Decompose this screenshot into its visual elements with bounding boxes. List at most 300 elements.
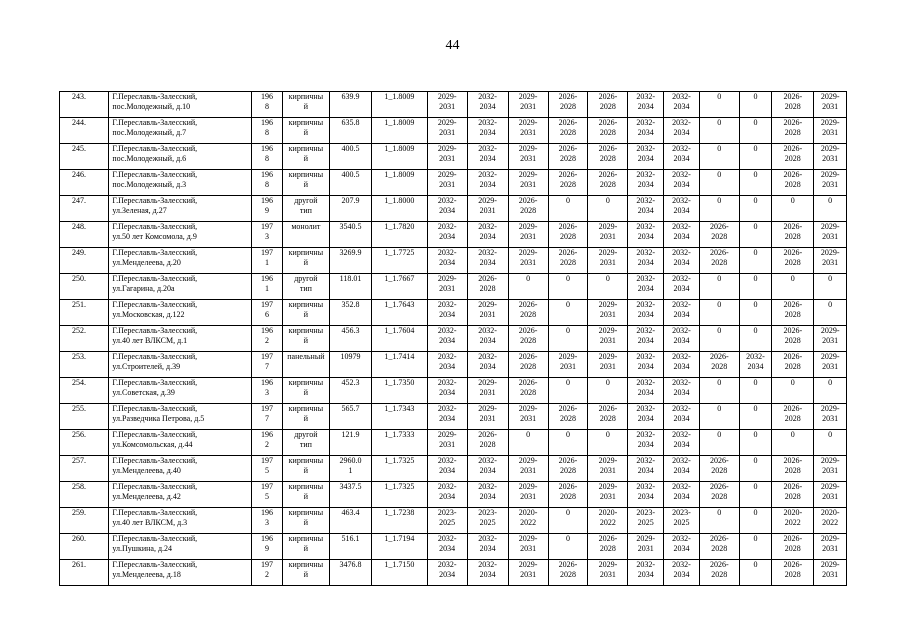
area-cell: 635.8 [330, 118, 372, 144]
row-number-cell: 258. [60, 482, 109, 508]
year-cell: 196 9 [252, 534, 282, 560]
table-row [60, 170, 847, 196]
period-cell: 2026- 2028 [772, 170, 814, 196]
area-cell: 452.3 [330, 378, 372, 404]
address-cell: Г.Переславль-Залесский, ул.Гагарина, д.20а [109, 274, 252, 300]
period-cell: 2032- 2034 [664, 300, 700, 326]
period-cell: 2029- 2031 [508, 144, 548, 170]
table-row [60, 118, 847, 144]
material-cell: кирпичны й [282, 378, 329, 404]
address-cell: Г.Переславль-Залесский, ул.Менделеева, д.40 [109, 456, 252, 482]
period-cell: 2026- 2028 [548, 482, 588, 508]
period-cell: 2026- 2028 [699, 482, 739, 508]
table-row [60, 352, 847, 378]
period-cell: 2032- 2034 [664, 196, 700, 222]
coefficient-cell: 1_1.8009 [372, 170, 428, 196]
period-cell: 2023- 2025 [664, 508, 700, 534]
period-cell: 2032- 2034 [628, 92, 664, 118]
period-cell: 2026- 2028 [699, 248, 739, 274]
period-cell: 2029- 2031 [588, 300, 628, 326]
table-row [60, 248, 847, 274]
table-row [60, 404, 847, 430]
year-cell: 197 2 [252, 560, 282, 586]
period-cell: 0 [699, 274, 739, 300]
table-row [60, 534, 847, 560]
period-cell: 2026- 2028 [699, 456, 739, 482]
period-cell: 2029- 2031 [427, 430, 467, 456]
period-cell: 2026- 2028 [772, 404, 814, 430]
period-cell: 0 [699, 300, 739, 326]
address-cell: Г.Переславль-Залесский, пос.Молодежный, д.7 [109, 118, 252, 144]
material-cell: кирпичны й [282, 118, 329, 144]
period-cell: 2032- 2034 [467, 456, 508, 482]
period-cell: 2029- 2031 [814, 560, 847, 586]
coefficient-cell: 1_1.7333 [372, 430, 428, 456]
period-cell: 0 [814, 300, 847, 326]
period-cell: 2026- 2028 [772, 118, 814, 144]
period-cell: 2032- 2034 [427, 534, 467, 560]
coefficient-cell: 1_1.7325 [372, 482, 428, 508]
year-cell: 196 2 [252, 430, 282, 456]
coefficient-cell: 1_1.7667 [372, 274, 428, 300]
period-cell: 0 [739, 118, 772, 144]
period-cell: 2029- 2031 [588, 222, 628, 248]
period-cell: 2029- 2031 [427, 118, 467, 144]
period-cell: 2029- 2031 [814, 482, 847, 508]
table-row [60, 508, 847, 534]
period-cell: 2032- 2034 [628, 456, 664, 482]
period-cell: 2026- 2028 [588, 170, 628, 196]
material-cell: кирпичны й [282, 456, 329, 482]
period-cell: 2032- 2034 [427, 300, 467, 326]
table-row [60, 300, 847, 326]
area-cell: 352.8 [330, 300, 372, 326]
year-cell: 197 5 [252, 482, 282, 508]
year-cell: 196 8 [252, 144, 282, 170]
period-cell: 0 [739, 560, 772, 586]
period-cell: 0 [739, 482, 772, 508]
period-cell: 0 [739, 196, 772, 222]
period-cell: 2029- 2031 [628, 534, 664, 560]
coefficient-cell: 1_1.8009 [372, 118, 428, 144]
period-cell: 2026- 2028 [548, 170, 588, 196]
material-cell: кирпичны й [282, 248, 329, 274]
area-cell: 516.1 [330, 534, 372, 560]
period-cell: 0 [699, 508, 739, 534]
period-cell: 2026- 2028 [548, 560, 588, 586]
year-cell: 196 2 [252, 326, 282, 352]
period-cell: 2029- 2031 [588, 482, 628, 508]
period-cell: 2020- 2022 [814, 508, 847, 534]
table-row [60, 196, 847, 222]
material-cell: другой тип [282, 430, 329, 456]
period-cell: 2032- 2034 [427, 326, 467, 352]
period-cell: 2032- 2034 [664, 378, 700, 404]
period-cell: 2026- 2028 [699, 352, 739, 378]
row-number-cell: 247. [60, 196, 109, 222]
period-cell: 0 [699, 326, 739, 352]
year-cell: 197 5 [252, 456, 282, 482]
period-cell: 2026- 2028 [772, 560, 814, 586]
period-cell: 2026- 2028 [772, 248, 814, 274]
period-cell: 0 [699, 144, 739, 170]
period-cell: 0 [588, 196, 628, 222]
period-cell: 0 [739, 508, 772, 534]
period-cell: 0 [739, 378, 772, 404]
row-number-cell: 261. [60, 560, 109, 586]
period-cell: 2029- 2031 [814, 352, 847, 378]
table-row [60, 326, 847, 352]
table-row [60, 222, 847, 248]
address-cell: Г.Переславль-Залесский, ул.50 лет Комсомола, д.9 [109, 222, 252, 248]
year-cell: 196 8 [252, 118, 282, 144]
period-cell: 0 [814, 430, 847, 456]
row-number-cell: 249. [60, 248, 109, 274]
period-cell: 2032- 2034 [427, 560, 467, 586]
period-cell: 2029- 2031 [548, 352, 588, 378]
period-cell: 0 [739, 456, 772, 482]
period-cell: 2029- 2031 [508, 248, 548, 274]
period-cell: 0 [548, 326, 588, 352]
period-cell: 0 [548, 300, 588, 326]
period-cell: 2029- 2031 [427, 274, 467, 300]
table-row [60, 144, 847, 170]
period-cell: 2029- 2031 [427, 92, 467, 118]
period-cell: 2026- 2028 [772, 92, 814, 118]
period-cell: 2032- 2034 [628, 482, 664, 508]
period-cell: 2026- 2028 [588, 534, 628, 560]
period-cell: 2029- 2031 [508, 222, 548, 248]
coefficient-cell: 1_1.7820 [372, 222, 428, 248]
material-cell: кирпичны й [282, 92, 329, 118]
period-cell: 0 [739, 248, 772, 274]
table-row [60, 92, 847, 118]
period-cell: 2032- 2034 [664, 222, 700, 248]
coefficient-cell: 1_1.7350 [372, 378, 428, 404]
table-row [60, 430, 847, 456]
period-cell: 2032- 2034 [467, 144, 508, 170]
period-cell: 2032- 2034 [427, 352, 467, 378]
period-cell: 2026- 2028 [548, 404, 588, 430]
period-cell: 2026- 2028 [548, 118, 588, 144]
period-cell: 0 [548, 534, 588, 560]
period-cell: 2026- 2028 [548, 456, 588, 482]
period-cell: 2026- 2028 [699, 534, 739, 560]
period-cell: 2032- 2034 [664, 92, 700, 118]
period-cell: 2026- 2028 [699, 560, 739, 586]
period-cell: 2029- 2031 [588, 352, 628, 378]
address-cell: Г.Переславль-Залесский, ул.40 лет ВЛКСМ, д.3 [109, 508, 252, 534]
period-cell: 2029- 2031 [814, 144, 847, 170]
period-cell: 2026- 2028 [548, 92, 588, 118]
table-row [60, 274, 847, 300]
period-cell: 2026- 2028 [508, 196, 548, 222]
period-cell: 2032- 2034 [628, 170, 664, 196]
period-cell: 2029- 2031 [814, 326, 847, 352]
period-cell: 0 [548, 430, 588, 456]
area-cell: 121.9 [330, 430, 372, 456]
period-cell: 2026- 2028 [588, 92, 628, 118]
area-cell: 456.3 [330, 326, 372, 352]
material-cell: кирпичны й [282, 482, 329, 508]
coefficient-cell: 1_1.7414 [372, 352, 428, 378]
material-cell: кирпичны й [282, 144, 329, 170]
period-cell: 0 [699, 378, 739, 404]
coefficient-cell: 1_1.7150 [372, 560, 428, 586]
period-cell: 2026- 2028 [772, 534, 814, 560]
period-cell: 2029- 2031 [508, 560, 548, 586]
year-cell: 197 6 [252, 300, 282, 326]
period-cell: 2029- 2031 [427, 144, 467, 170]
address-cell: Г.Переславль-Залесский, ул.Комсомольская, д.44 [109, 430, 252, 456]
area-cell: 3476.8 [330, 560, 372, 586]
period-cell: 2029- 2031 [814, 404, 847, 430]
period-cell: 2026- 2028 [548, 248, 588, 274]
period-cell: 2026- 2028 [772, 456, 814, 482]
period-cell: 2026- 2028 [588, 144, 628, 170]
period-cell: 0 [699, 430, 739, 456]
area-cell: 118.01 [330, 274, 372, 300]
period-cell: 2032- 2034 [664, 430, 700, 456]
row-number-cell: 248. [60, 222, 109, 248]
row-number-cell: 251. [60, 300, 109, 326]
period-cell: 0 [739, 274, 772, 300]
year-cell: 197 7 [252, 404, 282, 430]
row-number-cell: 256. [60, 430, 109, 456]
table-row [60, 560, 847, 586]
period-cell: 2023- 2025 [628, 508, 664, 534]
period-cell: 2029- 2031 [814, 170, 847, 196]
material-cell: монолит [282, 222, 329, 248]
table-row [60, 378, 847, 404]
period-cell: 2029- 2031 [814, 92, 847, 118]
row-number-cell: 255. [60, 404, 109, 430]
period-cell: 2026- 2028 [772, 144, 814, 170]
area-cell: 463.4 [330, 508, 372, 534]
period-cell: 2029- 2031 [467, 404, 508, 430]
material-cell: кирпичны й [282, 170, 329, 196]
period-cell: 0 [739, 144, 772, 170]
period-cell: 0 [814, 196, 847, 222]
period-cell: 0 [588, 274, 628, 300]
period-cell: 2032- 2034 [467, 534, 508, 560]
period-cell: 2029- 2031 [508, 92, 548, 118]
period-cell: 2032- 2034 [427, 196, 467, 222]
period-cell: 2029- 2031 [508, 482, 548, 508]
material-cell: другой тип [282, 196, 329, 222]
period-cell: 2026- 2028 [508, 300, 548, 326]
period-cell: 0 [699, 196, 739, 222]
year-cell: 196 3 [252, 508, 282, 534]
period-cell: 2032- 2034 [664, 118, 700, 144]
period-cell: 2029- 2031 [588, 248, 628, 274]
buildings-table [59, 91, 847, 586]
coefficient-cell: 1_1.7238 [372, 508, 428, 534]
coefficient-cell: 1_1.7643 [372, 300, 428, 326]
period-cell: 2032- 2034 [427, 248, 467, 274]
address-cell: Г.Переславль-Залесский, пос.Молодежный, д.10 [109, 92, 252, 118]
period-cell: 2032- 2034 [664, 560, 700, 586]
period-cell: 2032- 2034 [739, 352, 772, 378]
period-cell: 0 [548, 508, 588, 534]
period-cell: 2026- 2028 [588, 118, 628, 144]
period-cell: 2032- 2034 [427, 482, 467, 508]
period-cell: 2032- 2034 [628, 222, 664, 248]
period-cell: 2032- 2034 [628, 118, 664, 144]
period-cell: 2032- 2034 [628, 326, 664, 352]
period-cell: 2032- 2034 [664, 482, 700, 508]
period-cell: 0 [699, 170, 739, 196]
period-cell: 2032- 2034 [664, 144, 700, 170]
period-cell: 2026- 2028 [699, 222, 739, 248]
period-cell: 0 [814, 378, 847, 404]
period-cell: 0 [739, 300, 772, 326]
period-cell: 2032- 2034 [467, 170, 508, 196]
period-cell: 0 [772, 196, 814, 222]
period-cell: 2026- 2028 [508, 326, 548, 352]
period-cell: 2032- 2034 [467, 118, 508, 144]
period-cell: 2026- 2028 [508, 378, 548, 404]
period-cell: 2032- 2034 [628, 378, 664, 404]
row-number-cell: 260. [60, 534, 109, 560]
period-cell: 0 [508, 274, 548, 300]
period-cell: 0 [739, 92, 772, 118]
period-cell: 0 [739, 430, 772, 456]
year-cell: 197 1 [252, 248, 282, 274]
period-cell: 2026- 2028 [508, 352, 548, 378]
area-cell: 3540.5 [330, 222, 372, 248]
area-cell: 10979 [330, 352, 372, 378]
period-cell: 0 [508, 430, 548, 456]
period-cell: 2026- 2028 [772, 300, 814, 326]
period-cell: 2032- 2034 [467, 482, 508, 508]
period-cell: 0 [814, 274, 847, 300]
year-cell: 197 3 [252, 222, 282, 248]
period-cell: 2026- 2028 [548, 144, 588, 170]
period-cell: 0 [772, 378, 814, 404]
year-cell: 196 9 [252, 196, 282, 222]
address-cell: Г.Переславль-Залесский, ул.Менделеева, д.20 [109, 248, 252, 274]
period-cell: 0 [739, 534, 772, 560]
address-cell: Г.Переславль-Залесский, ул.40 лет ВЛКСМ, д.1 [109, 326, 252, 352]
period-cell: 2032- 2034 [664, 248, 700, 274]
area-cell: 400.5 [330, 144, 372, 170]
material-cell: кирпичны й [282, 560, 329, 586]
period-cell: 0 [739, 170, 772, 196]
table-body [60, 92, 847, 586]
period-cell: 2032- 2034 [467, 560, 508, 586]
period-cell: 2026- 2028 [772, 326, 814, 352]
period-cell: 2032- 2034 [664, 326, 700, 352]
year-cell: 196 1 [252, 274, 282, 300]
row-number-cell: 257. [60, 456, 109, 482]
row-number-cell: 245. [60, 144, 109, 170]
period-cell: 2032- 2034 [467, 352, 508, 378]
period-cell: 2032- 2034 [664, 456, 700, 482]
area-cell: 207.9 [330, 196, 372, 222]
address-cell: Г.Переславль-Залесский, ул.Строителей, д.39 [109, 352, 252, 378]
period-cell: 2020- 2022 [772, 508, 814, 534]
period-cell: 2032- 2034 [664, 352, 700, 378]
period-cell: 2029- 2031 [814, 222, 847, 248]
period-cell: 2032- 2034 [427, 404, 467, 430]
period-cell: 0 [699, 404, 739, 430]
area-cell: 3269.9 [330, 248, 372, 274]
row-number-cell: 246. [60, 170, 109, 196]
period-cell: 0 [588, 378, 628, 404]
coefficient-cell: 1_1.7194 [372, 534, 428, 560]
row-number-cell: 253. [60, 352, 109, 378]
period-cell: 0 [548, 274, 588, 300]
period-cell: 2020- 2022 [588, 508, 628, 534]
period-cell: 2029- 2031 [814, 118, 847, 144]
period-cell: 2029- 2031 [508, 534, 548, 560]
period-cell: 2026- 2028 [772, 482, 814, 508]
period-cell: 2026- 2028 [772, 352, 814, 378]
coefficient-cell: 1_1.8009 [372, 144, 428, 170]
period-cell: 2026- 2028 [548, 222, 588, 248]
period-cell: 2026- 2028 [467, 274, 508, 300]
page-number: 44 [445, 38, 460, 53]
coefficient-cell: 1_1.7604 [372, 326, 428, 352]
period-cell: 0 [699, 118, 739, 144]
table-row [60, 456, 847, 482]
period-cell: 0 [739, 326, 772, 352]
material-cell: панельный [282, 352, 329, 378]
material-cell: кирпичны й [282, 326, 329, 352]
period-cell: 2032- 2034 [427, 378, 467, 404]
area-cell: 2960.0 1 [330, 456, 372, 482]
material-cell: кирпичны й [282, 534, 329, 560]
period-cell: 2032- 2034 [427, 456, 467, 482]
address-cell: Г.Переславль-Залесский, ул.Советская, д.39 [109, 378, 252, 404]
address-cell: Г.Переславль-Залесский, ул.Менделеева, д.18 [109, 560, 252, 586]
table-row [60, 482, 847, 508]
coefficient-cell: 1_1.7343 [372, 404, 428, 430]
period-cell: 2029- 2031 [467, 378, 508, 404]
period-cell: 0 [699, 92, 739, 118]
period-cell: 2029- 2031 [588, 560, 628, 586]
period-cell: 2029- 2031 [427, 170, 467, 196]
period-cell: 2029- 2031 [508, 118, 548, 144]
area-cell: 639.9 [330, 92, 372, 118]
period-cell: 0 [588, 430, 628, 456]
period-cell: 2032- 2034 [628, 300, 664, 326]
year-cell: 196 3 [252, 378, 282, 404]
period-cell: 2032- 2034 [628, 196, 664, 222]
address-cell: Г.Переславль-Залесский, ул.Зеленая, д.27 [109, 196, 252, 222]
period-cell: 2029- 2031 [508, 456, 548, 482]
period-cell: 2032- 2034 [467, 248, 508, 274]
material-cell: кирпичны й [282, 300, 329, 326]
period-cell: 2032- 2034 [628, 352, 664, 378]
period-cell: 0 [772, 274, 814, 300]
period-cell: 0 [548, 196, 588, 222]
period-cell: 2032- 2034 [628, 404, 664, 430]
material-cell: кирпичны й [282, 508, 329, 534]
material-cell: кирпичны й [282, 404, 329, 430]
period-cell: 0 [739, 222, 772, 248]
address-cell: Г.Переславль-Залесский, пос.Молодежный, д.6 [109, 144, 252, 170]
address-cell: Г.Переславль-Залесский, ул.Пушкина, д.24 [109, 534, 252, 560]
address-cell: Г.Переславль-Залесский, ул.Менделеева, д.42 [109, 482, 252, 508]
row-number-cell: 243. [60, 92, 109, 118]
row-number-cell: 250. [60, 274, 109, 300]
area-cell: 400.5 [330, 170, 372, 196]
period-cell: 2020- 2022 [508, 508, 548, 534]
period-cell: 2032- 2034 [467, 326, 508, 352]
year-cell: 196 8 [252, 92, 282, 118]
